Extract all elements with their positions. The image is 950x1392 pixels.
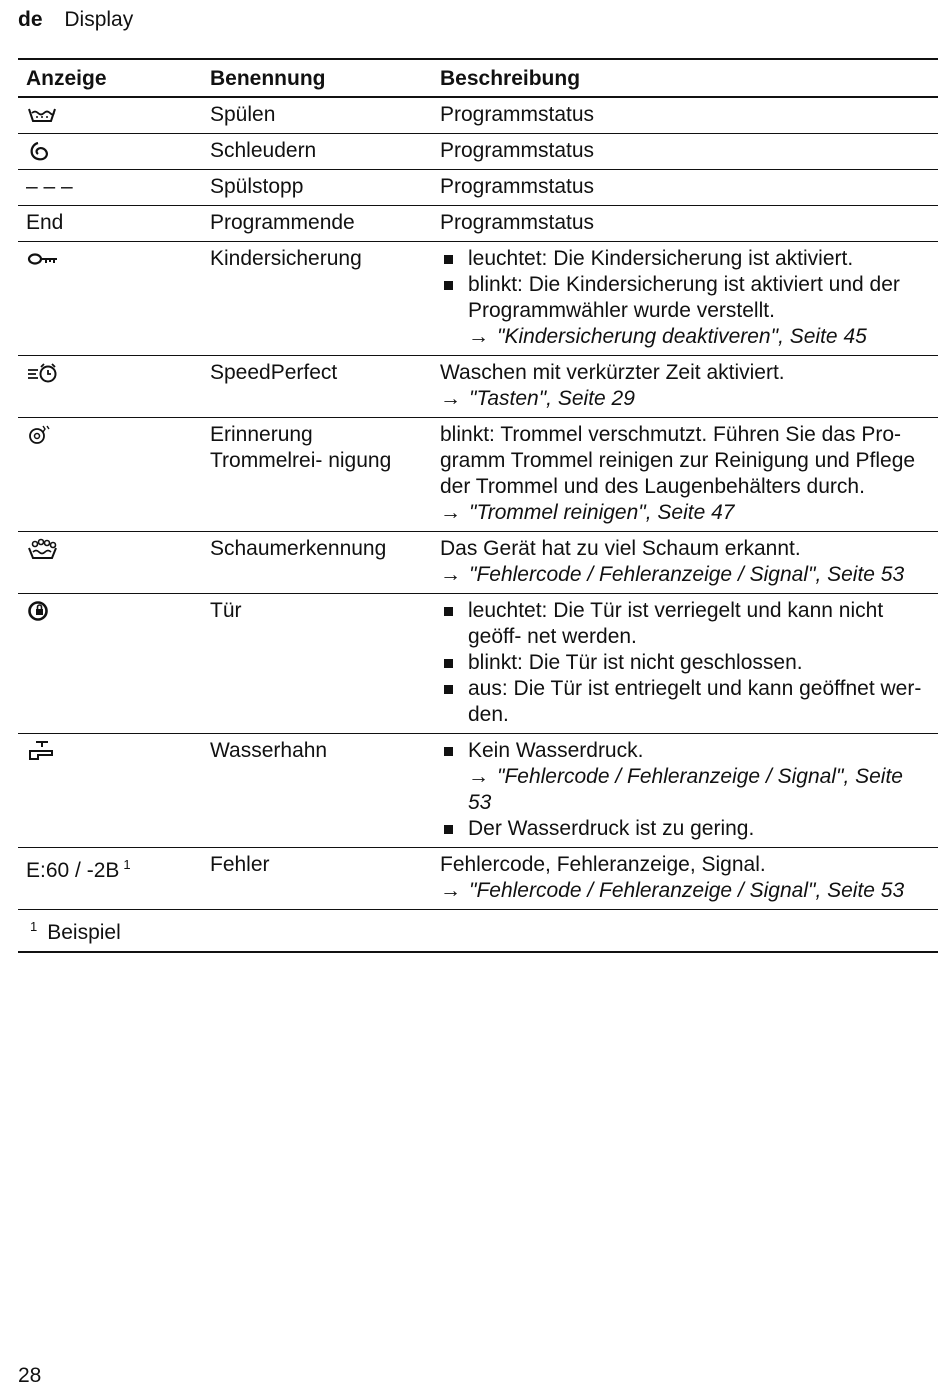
bullet-list bbox=[440, 598, 932, 728]
door-lock-icon bbox=[26, 599, 60, 623]
page-reference-link[interactable]: → "Trommel reinigen", Seite 47 bbox=[440, 501, 735, 524]
row-name: Programmende bbox=[210, 211, 355, 234]
row-name: Fehler bbox=[210, 853, 270, 876]
page-reference-link[interactable]: → "Fehlercode / Fehleranzeige / Signal", Seite 53 bbox=[440, 879, 905, 902]
footnote-marker: 1 bbox=[123, 857, 131, 872]
column-header-beschreibung: Beschreibung bbox=[440, 67, 581, 90]
row-name: SpeedPerfect bbox=[210, 361, 338, 384]
display-text: End bbox=[26, 211, 64, 234]
arrow-icon: → bbox=[440, 879, 461, 902]
row-name: Erinnerung Trommelrei- nigung bbox=[210, 423, 392, 472]
table-row bbox=[18, 848, 938, 910]
bullet-list bbox=[440, 738, 932, 842]
bullet-item: Der Wasserdruck ist zu gering. bbox=[440, 816, 932, 842]
bullet-item: leuchtet: Die Tür ist verriegelt und kann nicht geöff- net werden. bbox=[440, 598, 932, 650]
arrow-icon: → bbox=[440, 387, 461, 410]
row-description: Programmstatus bbox=[440, 139, 595, 162]
page-header bbox=[18, 8, 133, 32]
bullet-list bbox=[440, 246, 932, 350]
footnote-number: 1 bbox=[30, 919, 38, 934]
row-description: Programmstatus bbox=[440, 211, 595, 234]
spin-icon bbox=[26, 139, 60, 163]
table-row bbox=[18, 418, 938, 532]
table-row bbox=[18, 170, 938, 206]
row-description: Programmstatus bbox=[440, 103, 595, 126]
row-name: Schaumerkennung bbox=[210, 537, 387, 560]
footnote-text: Beispiel bbox=[47, 921, 121, 944]
page-number: 28 bbox=[18, 1364, 42, 1387]
table-row bbox=[18, 98, 938, 134]
arrow-icon: → bbox=[440, 563, 461, 586]
arrow-icon: → bbox=[468, 765, 489, 788]
arrow-icon: → bbox=[440, 501, 461, 524]
column-header-benennung: Benennung bbox=[210, 67, 326, 90]
table-header-row bbox=[18, 60, 938, 98]
drum-clean-icon bbox=[26, 423, 60, 447]
table-row bbox=[18, 734, 938, 848]
table-row bbox=[18, 356, 938, 418]
table-row bbox=[18, 594, 938, 734]
section-title: Display bbox=[64, 8, 134, 31]
key-icon bbox=[26, 247, 60, 271]
row-name: Tür bbox=[210, 599, 242, 622]
display-table bbox=[18, 58, 938, 953]
bullet-item: Kein Wasserdruck. → "Fehlercode / Fehleranzeige / Signal", Seite 53 bbox=[440, 738, 932, 816]
rinse-icon bbox=[26, 103, 60, 127]
page-reference-link[interactable]: → "Tasten", Seite 29 bbox=[440, 387, 635, 410]
footnote-row bbox=[18, 910, 938, 953]
bullet-item: aus: Die Tür ist entriegelt und kann geöffnet wer- den. bbox=[440, 676, 932, 728]
language-code: de bbox=[18, 8, 43, 31]
table-row bbox=[18, 532, 938, 594]
row-description: Fehlercode, Fehleranzeige, Signal. bbox=[440, 853, 766, 876]
page-reference-link[interactable]: → "Fehlercode / Fehleranzeige / Signal", Seite 53 bbox=[440, 563, 905, 586]
row-name: Kindersicherung bbox=[210, 247, 362, 270]
bullet-item: blinkt: Die Tür ist nicht geschlossen. bbox=[440, 650, 932, 676]
row-description: Waschen mit verkürzter Zeit aktiviert. bbox=[440, 361, 785, 384]
page-reference-link[interactable]: → "Kindersicherung deaktiveren", Seite 45 bbox=[468, 325, 867, 348]
row-name: Spülen bbox=[210, 103, 276, 126]
display-text: E:60 / -2B bbox=[26, 859, 120, 882]
column-header-anzeige: Anzeige bbox=[26, 67, 107, 90]
row-name: Wasserhahn bbox=[210, 739, 328, 762]
display-text: – – – bbox=[26, 175, 73, 198]
row-description: Programmstatus bbox=[440, 175, 595, 198]
table-row bbox=[18, 206, 938, 242]
speed-clock-icon bbox=[26, 361, 60, 385]
row-name: Spülstopp bbox=[210, 175, 304, 198]
page-reference-link[interactable]: → "Fehlercode / Fehleranzeige / Signal", Seite 53 bbox=[468, 765, 903, 814]
row-name: Schleudern bbox=[210, 139, 317, 162]
bullet-item: leuchtet: Die Kindersicherung ist aktiviert. bbox=[440, 246, 932, 272]
row-description: Das Gerät hat zu viel Schaum erkannt. bbox=[440, 537, 801, 560]
table-row bbox=[18, 242, 938, 356]
table-row bbox=[18, 134, 938, 170]
water-tap-icon bbox=[26, 739, 60, 763]
bullet-item: blinkt: Die Kindersicherung ist aktiviert und der Programmwähler wurde verstellt. → "Kindersicherung deaktiveren", Seite 45 bbox=[440, 272, 932, 350]
row-description: blinkt: Trommel verschmutzt. Führen Sie das Pro- gramm Trommel reinigen zur Reinigung und Pflege der Trommel und des Laugenbehälters durch. bbox=[440, 423, 916, 498]
foam-icon bbox=[26, 537, 60, 561]
arrow-icon: → bbox=[468, 325, 489, 348]
